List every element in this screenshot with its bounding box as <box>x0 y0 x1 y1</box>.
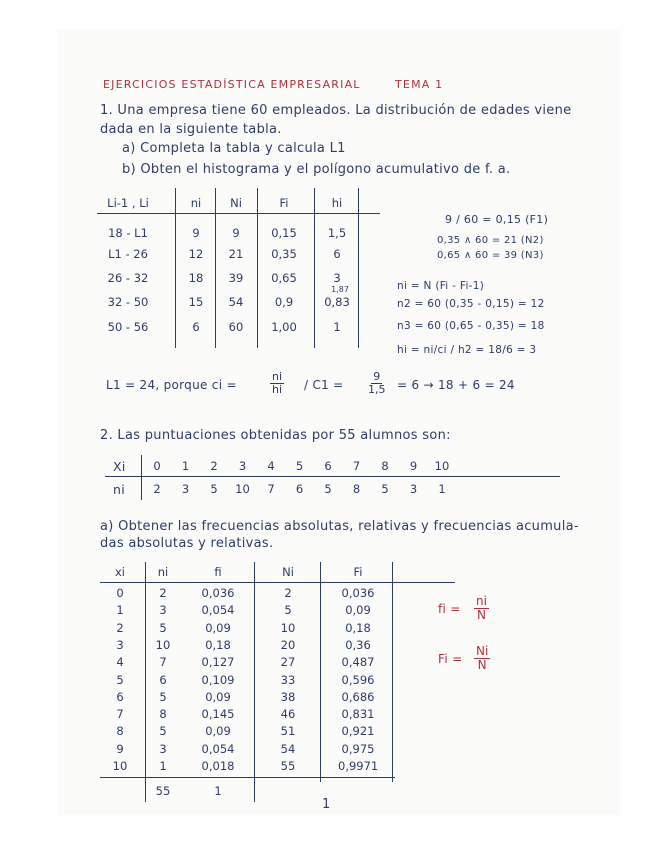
ex2-table-cell: 0,596 <box>341 672 375 687</box>
ex1-table-col-rule <box>314 188 315 348</box>
ex1-table-header: Li-1 , Li <box>107 196 149 210</box>
ex2-table-cell: 6 <box>159 672 167 687</box>
ex2-table-cell: 0,831 <box>341 707 375 722</box>
ex2-table-cell: 10 <box>280 620 296 635</box>
ex2-task-line2: das absolutas y relativas. <box>100 536 274 551</box>
ex2-table-cell: 5 <box>159 724 167 739</box>
ex2-table-header: Fi <box>353 565 363 579</box>
ex1-cell: 0,65 <box>271 271 297 285</box>
ex2-xi-value: 7 <box>352 459 361 473</box>
ex2-table-cell: 0,975 <box>341 741 375 756</box>
ex2-table-cell: 0,09 <box>205 689 231 704</box>
calc-line: ni = N (Fi - Fi-1) <box>397 280 485 292</box>
ex1-cell: 18 <box>188 271 204 285</box>
ex2-xi-label: Xi <box>113 459 126 474</box>
ex2-table-cell: 0,127 <box>201 655 235 670</box>
ex1-cell: 9 <box>232 226 240 240</box>
ex1-cell: 18 - L1 <box>108 226 148 240</box>
ex2-table-cell: 5 <box>284 603 292 618</box>
ex1-table-col-rule <box>257 188 258 348</box>
ex2-table-cell: 0,109 <box>201 672 235 687</box>
ex2-table-cell: 2 <box>159 586 167 600</box>
ex1-cell: 6 <box>192 320 200 334</box>
header-subject: EJERCICIOS ESTADÍSTICA EMPRESARIAL <box>103 78 361 91</box>
ex2-ni-value: 6 <box>295 482 304 496</box>
fraction-denominator: 1,5 <box>368 383 386 396</box>
ex1-cell: 3 <box>333 271 341 285</box>
ex2-ni-value: 8 <box>352 482 361 496</box>
ex2-ni-label: ni <box>113 482 125 497</box>
l1-separator: / C1 = <box>304 378 344 392</box>
ex2-table-cell: 9 <box>116 741 124 756</box>
ex2-ni-value: 10 <box>235 482 250 496</box>
ex1-cell: 26 - 32 <box>107 271 149 285</box>
ex2-table-cell: 10 <box>155 637 171 652</box>
formula-Fi-fraction <box>474 645 490 672</box>
ex1-cell: 1 <box>333 320 341 334</box>
ex2-table-cell: 0,09 <box>345 603 371 618</box>
ex2-table-cell: 3 <box>116 637 124 652</box>
ex2-table-cell: 4 <box>116 655 124 670</box>
ex1-cell: 12 <box>188 247 204 261</box>
fraction-denominator: N <box>476 608 486 622</box>
ex2-table-cell: 0,686 <box>341 689 375 704</box>
ex2-ni-value: 7 <box>267 482 275 496</box>
ex2-data-row-rule <box>105 476 560 477</box>
ex2-table-cell: 5 <box>159 689 167 704</box>
ex2-table-cell: 6 <box>116 689 124 704</box>
ex2-table-cell: 0,018 <box>201 759 235 773</box>
ex1-table-header: ni <box>190 196 202 210</box>
ex2-table-cell: 0,18 <box>205 637 231 652</box>
ex2-table-col-rule <box>254 562 255 802</box>
ex2-table-cell: 20 <box>280 637 296 652</box>
ex1-correction-note: 1,87 <box>331 285 349 294</box>
fraction-numerator: 9 <box>373 370 381 383</box>
ex1-cell: L1 - 26 <box>108 247 148 261</box>
ex1-cell: 15 <box>188 295 204 309</box>
ex2-table-cell: 0,36 <box>345 637 371 652</box>
fraction-numerator: ni <box>272 370 283 383</box>
ex2-xi-value: 2 <box>210 459 218 473</box>
ex2-table-cell: 8 <box>116 724 124 739</box>
formula-fi-fraction <box>474 595 489 622</box>
ex2-table-cell: 10 <box>112 759 128 773</box>
ex2-xi-value: 9 <box>409 459 418 473</box>
ex1-cell: 6 <box>333 247 341 261</box>
ex1-cell: 0,83 <box>324 295 350 309</box>
ex2-table-cell: 0,18 <box>345 620 371 635</box>
ex2-table-cell: 0,9971 <box>338 759 379 773</box>
ex2-table-cell: 1 <box>159 759 167 773</box>
ex2-table-cell: 1 <box>116 603 124 618</box>
page-number: 1 <box>322 797 331 812</box>
calc-line: n2 = 60 (0,35 - 0,15) = 12 <box>397 298 545 310</box>
ex2-table-cell: 2 <box>116 620 124 635</box>
ex1-cell: 50 - 56 <box>107 320 149 334</box>
l1-fraction-9-15 <box>368 371 386 396</box>
ex1-cell: 0,9 <box>274 295 294 309</box>
ex1-cell: 0,15 <box>271 226 297 240</box>
ex1-cell: 21 <box>228 247 244 261</box>
ex1-cell: 54 <box>228 295 244 309</box>
ex2-xi-value: 4 <box>267 459 275 473</box>
ex2-table-cell: 0,487 <box>341 655 375 670</box>
ex1-cell: 60 <box>228 320 244 334</box>
ex2-table-cell: 38 <box>280 689 296 704</box>
ex2-table-cell: 8 <box>159 707 167 722</box>
ex2-table-col-rule <box>392 562 393 782</box>
ex2-table-cell: 46 <box>280 707 296 722</box>
ex1-item-b: b) Obten el histograma y el polígono acumulativo de f. a. <box>122 162 511 177</box>
ex1-cell: 0,35 <box>271 247 297 261</box>
ex2-ni-value: 1 <box>438 482 446 496</box>
ex2-ni-value: 5 <box>210 482 218 496</box>
ex2-table-header: fi <box>214 565 222 579</box>
ex2-table-cell: 33 <box>280 672 296 687</box>
ex2-table-header: Ni <box>282 565 294 579</box>
ex1-table-header: Fi <box>279 196 289 210</box>
ex2-task-line1: a) Obtener las frecuencias absolutas, relativas y frecuencias acumula- <box>100 519 579 534</box>
l1-result: = 6 → 18 + 6 = 24 <box>397 378 515 392</box>
ex2-table-cell: 5 <box>159 620 167 635</box>
ex2-table-cell: 55 <box>280 759 296 773</box>
ex2-table-cell: 7 <box>159 655 167 670</box>
fraction-numerator: ni <box>476 594 487 608</box>
ex2-table-cell: 51 <box>280 724 296 739</box>
ex2-table-cell: 0,054 <box>201 603 235 618</box>
header-topic: TEMA 1 <box>395 78 444 91</box>
ex2-table-cell: 7 <box>116 707 124 722</box>
fraction-denominator: N <box>477 658 487 672</box>
ex1-cell: 32 - 50 <box>107 295 149 309</box>
ex1-table-col-rule <box>358 188 359 348</box>
calc-line: n3 = 60 (0,65 - 0,35) = 18 <box>397 320 545 332</box>
ex2-table-cell: 5 <box>116 672 124 687</box>
ex2-table-cell: 27 <box>280 655 296 670</box>
ex2-table-cell: 0,054 <box>201 741 235 756</box>
ex2-table-cell: 0,921 <box>341 724 375 739</box>
ex2-xi-value: 5 <box>295 459 304 473</box>
ex1-statement-line1: 1. Una empresa tiene 60 empleados. La distribución de edades viene <box>100 103 572 118</box>
ex2-table-header: ni <box>157 565 169 579</box>
ex2-table-cell: 0,09 <box>205 724 231 739</box>
ex2-ni-value: 5 <box>324 482 332 496</box>
calc-line: hi = ni/ci / h2 = 18/6 = 3 <box>397 344 537 356</box>
ex1-table-header: Ni <box>230 196 242 210</box>
ex1-table-header: hi <box>331 196 343 210</box>
ex2-table-col-rule <box>320 562 321 782</box>
fraction-denominator: hi <box>272 383 283 396</box>
ex2-table-cell: 0,09 <box>205 620 231 635</box>
ex1-cell: 9 <box>192 226 200 240</box>
ex2-table-cell: 3 <box>159 603 167 618</box>
ex2-table-cell: 54 <box>280 741 296 756</box>
ex2-xi-value: 0 <box>153 459 161 473</box>
ex1-statement-line2: dada en la siguiente tabla. <box>100 122 282 137</box>
ex2-xi-value: 1 <box>181 459 190 473</box>
l1-lead: L1 = 24, porque ci = <box>106 378 237 392</box>
ex2-xi-value: 10 <box>434 459 450 473</box>
ex2-ni-value: 5 <box>381 482 389 496</box>
ex2-statement: 2. Las puntuaciones obtenidas por 55 alumnos son: <box>100 428 451 443</box>
ex1-cell: 1,5 <box>327 226 347 240</box>
ex2-table-cell: 3 <box>159 741 167 756</box>
ex2-table-header: xi <box>114 565 125 579</box>
ex2-table-cell: 0,036 <box>201 586 235 600</box>
ex1-cell: 1,00 <box>271 320 297 334</box>
ex2-ni-value: 2 <box>153 482 161 496</box>
calc-line: 9 / 60 = 0,15 (F1) <box>445 213 549 226</box>
fraction-numerator: Ni <box>476 644 489 658</box>
ex1-cell: 39 <box>228 271 244 285</box>
l1-fraction-ni-hi <box>270 371 284 396</box>
ex2-table-header-rule <box>100 582 455 583</box>
ex2-ni-value: 3 <box>181 482 190 496</box>
ex2-table-cell: 0 <box>116 586 124 600</box>
calc-line: 0,35 ∧ 60 = 21 (N2) <box>437 235 544 246</box>
formula-fi-lhs: fi = <box>438 602 461 616</box>
calc-line: 0,65 ∧ 60 = 39 (N3) <box>437 250 544 261</box>
ex2-table-cell: 0,145 <box>201 707 235 722</box>
ex2-total-fi: 1 <box>214 784 222 798</box>
ex2-total-ni: 55 <box>155 784 171 798</box>
ex2-xi-value: 8 <box>381 459 389 473</box>
ex1-table-header-rule <box>97 213 380 214</box>
ex1-item-a: a) Completa la tabla y calcula L1 <box>122 141 346 156</box>
ex2-xi-value: 3 <box>238 459 247 473</box>
ex2-table-cell: 0,036 <box>341 586 375 600</box>
ex2-xi-value: 6 <box>324 459 332 473</box>
ex2-ni-value: 3 <box>409 482 418 496</box>
formula-Fi-lhs: Fi = <box>438 652 463 666</box>
ex2-table-cell: 2 <box>284 586 292 600</box>
